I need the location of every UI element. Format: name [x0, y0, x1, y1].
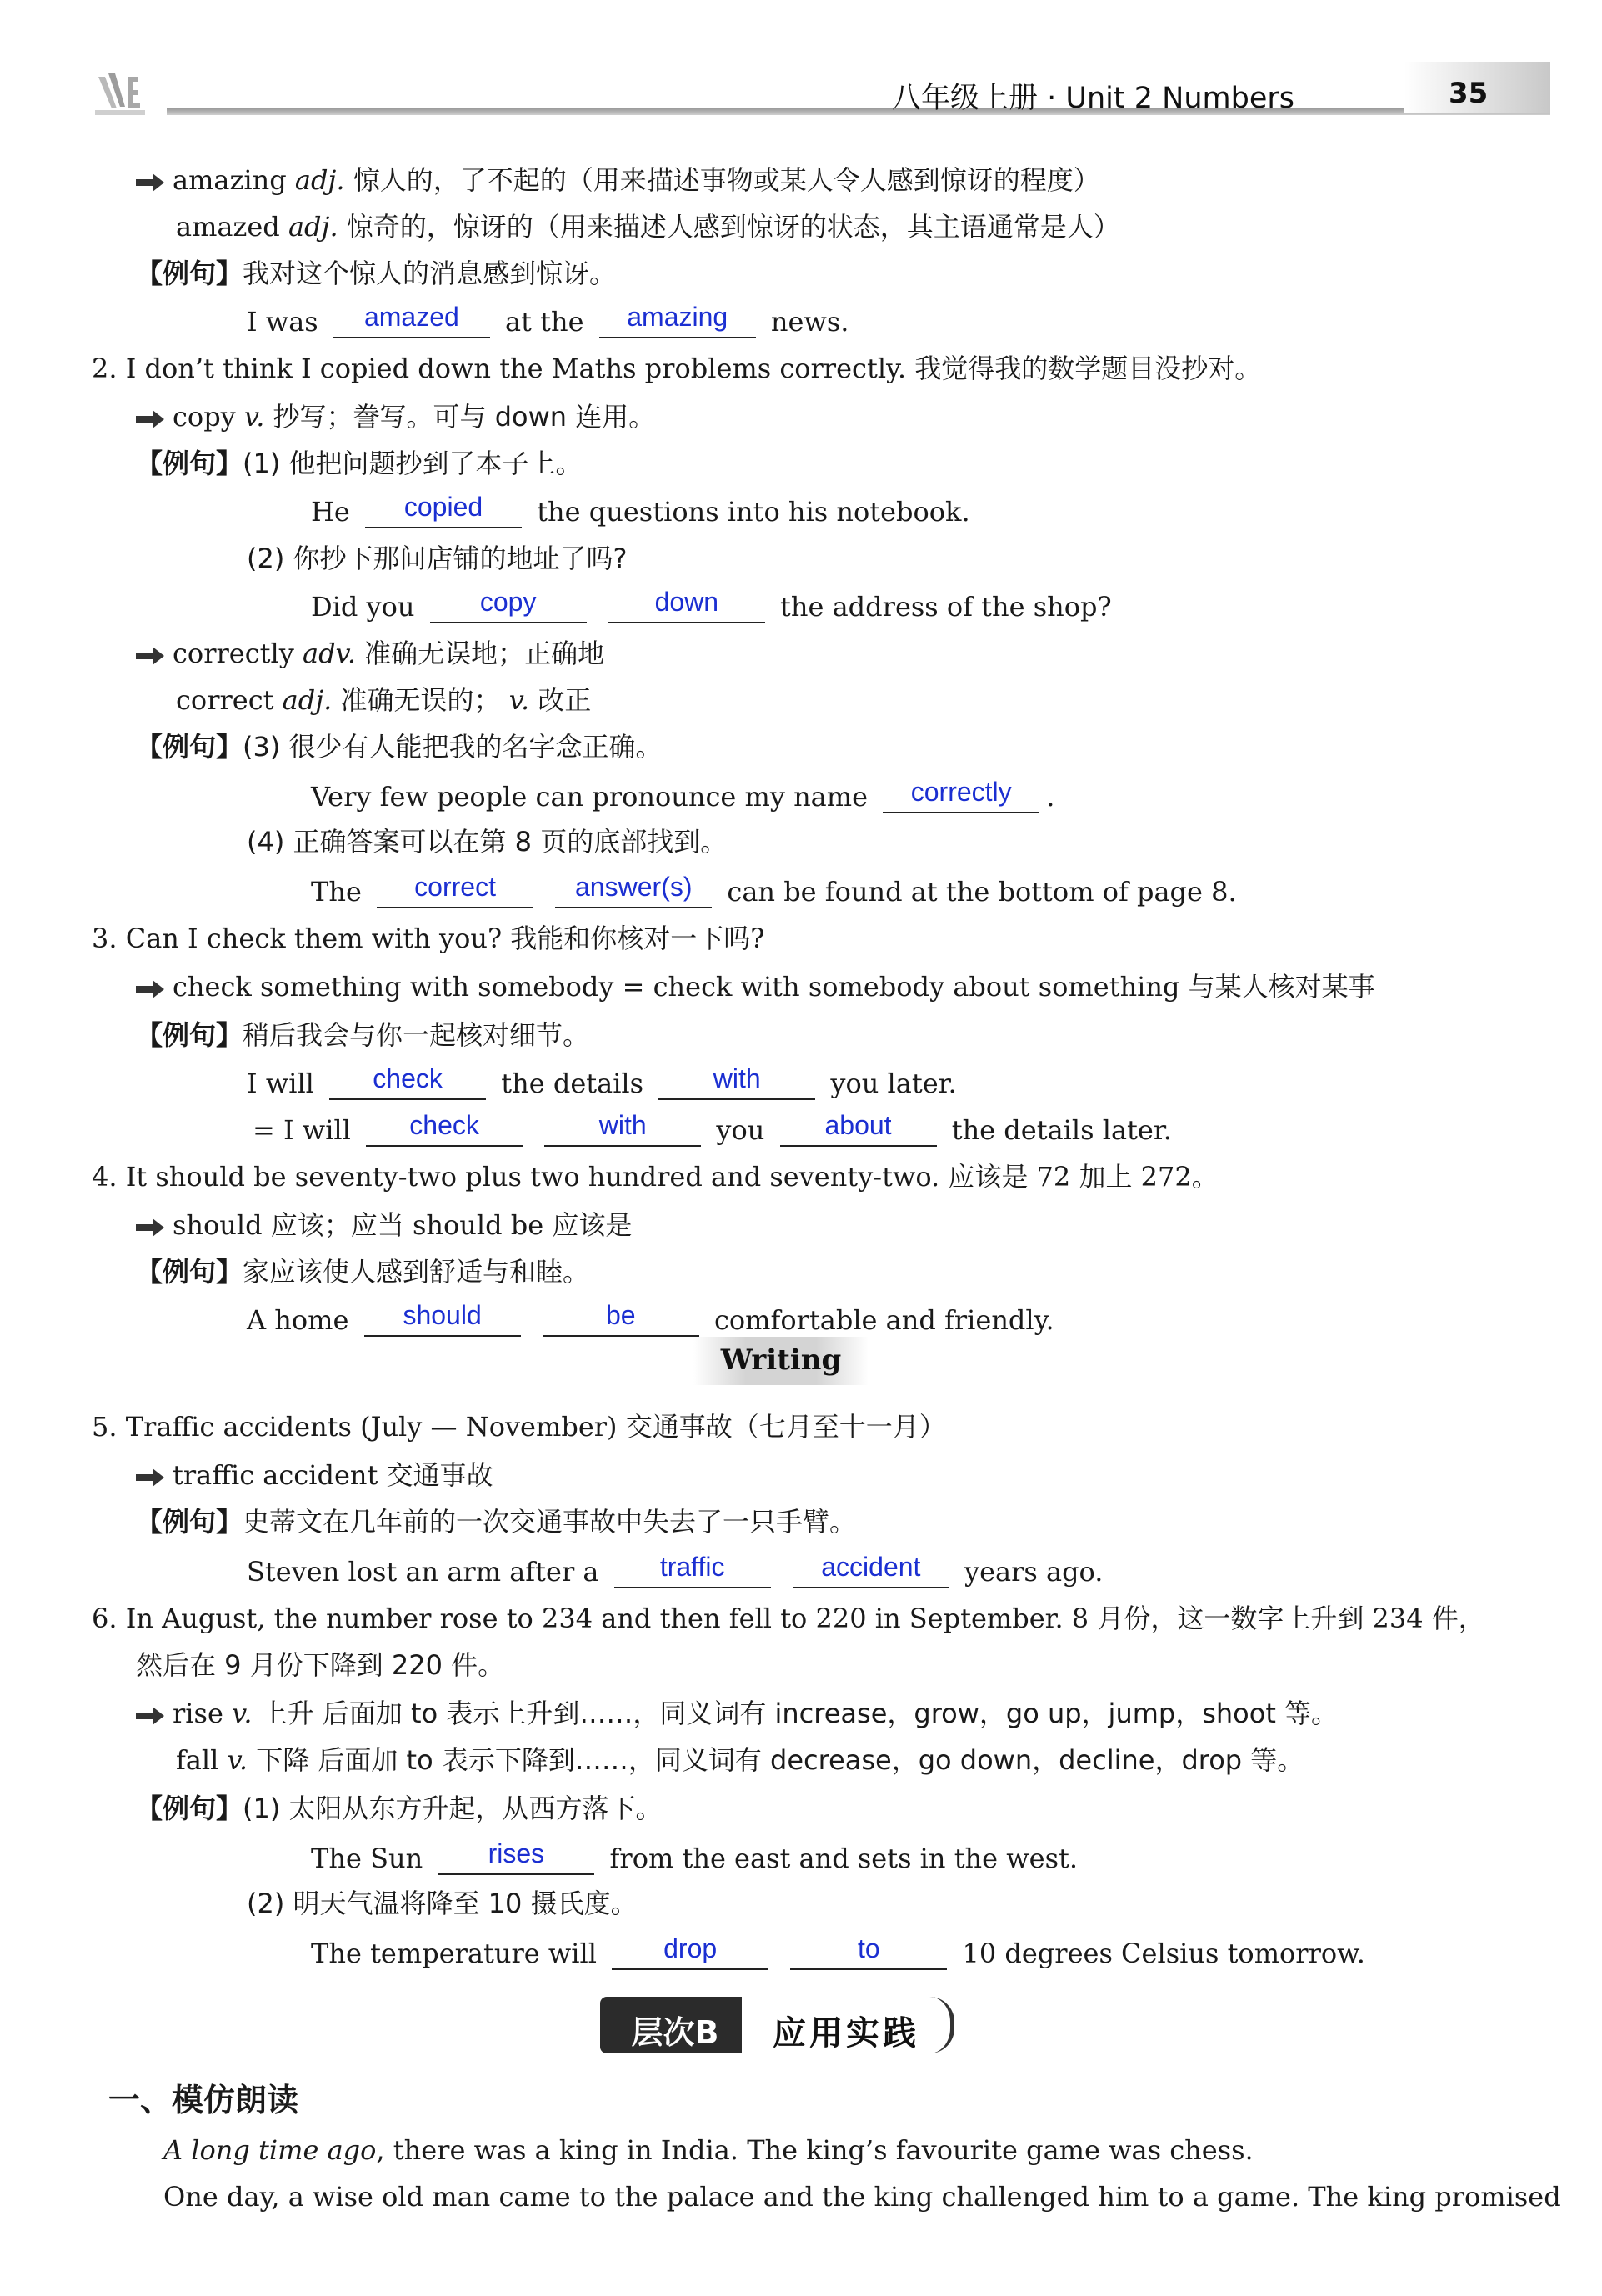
answer-text: to [857, 1933, 880, 1963]
example-chinese: (4) 正确答案可以在第 8 页的底部找到。 [247, 826, 728, 858]
sentence-text: The Sun [311, 1843, 423, 1874]
answer-blank [612, 1935, 768, 1970]
vocab-note-copy [136, 400, 655, 433]
item-text: 2. I don’t think I copied down the Maths problems correctly. 我觉得我的数学题目没抄对。 [92, 353, 1262, 384]
example-label: 【例句】 [136, 1019, 243, 1051]
answer-blank [365, 493, 522, 528]
answer-text: check [409, 1110, 479, 1140]
right-arrow-icon [136, 1218, 164, 1237]
fill-in-sentence [247, 1553, 1103, 1588]
part-of-speech: v. [508, 684, 530, 716]
answer-text: about [824, 1110, 892, 1140]
answer-text: amazed [363, 302, 459, 332]
example-label: 【例句】 [136, 1506, 243, 1538]
vocab-word: correctly [173, 638, 294, 669]
vocab-word: amazed [176, 211, 280, 243]
fill-in-sentence [311, 1840, 1078, 1875]
level-title-text: 应用实践 [773, 2014, 919, 2053]
sentence-text: the questions into his notebook. [537, 496, 970, 528]
example-chinese: (1) 他把问题抄到了本子上。 [243, 448, 583, 479]
sentence-text: from the east and sets in the west. [609, 1843, 1079, 1874]
item-text: 4. It should be seventy-two plus two hundred and seventy-two. 应该是 72 加上 272。 [92, 1161, 1219, 1193]
answer-blank [793, 1553, 949, 1588]
answer-blank [544, 1112, 701, 1147]
part-of-speech: adj. [294, 164, 345, 196]
example-chinese: 家应该使人感到舒适与和睦。 [243, 1256, 590, 1288]
passage-line [163, 2133, 1254, 2167]
sentence-text: years ago. [964, 1556, 1104, 1588]
answer-blank [329, 1065, 486, 1100]
vocab-word: rise [173, 1698, 223, 1729]
vocab-note-rise [136, 1697, 1338, 1730]
right-arrow-icon [136, 410, 164, 428]
sentence-text: Very few people can pronounce my name [311, 781, 869, 813]
level-badge [600, 1997, 750, 2053]
sentence-text: you later. [830, 1068, 957, 1099]
fill-in-sentence [311, 588, 1112, 623]
answer-text: be [605, 1300, 636, 1330]
answer-text: copied [403, 492, 483, 522]
answer-blank [364, 1302, 521, 1337]
sentence-text: The [311, 876, 362, 908]
example-chinese-line [247, 1887, 638, 1920]
vocab-word: copy [173, 401, 236, 433]
answer-blank [614, 1553, 771, 1588]
sentence-text: 10 degrees Celsius tomorrow. [962, 1938, 1365, 1969]
sentence-text: Did you [311, 591, 415, 623]
item-3-heading [92, 922, 764, 955]
answer-text: with [598, 1110, 647, 1140]
right-arrow-icon [136, 647, 164, 665]
example-heading [136, 1018, 589, 1052]
item-4-heading [92, 1160, 1219, 1193]
sentence-text: the details later. [951, 1114, 1172, 1146]
answer-text: amazing [627, 302, 728, 332]
item-6-continuation [136, 1648, 504, 1682]
vocab-note-correct [176, 683, 591, 717]
sentence-text: = I will [253, 1114, 351, 1146]
page-number: 35 [1449, 77, 1489, 110]
sentence-text: Steven lost an arm after a [247, 1556, 599, 1588]
answer-text: drop [663, 1933, 718, 1963]
definition: 下降 后面加 to 表示下降到……，同义词有 decrease，go down，decline，drop 等。 [256, 1744, 1304, 1776]
writing-section-title: Writing [720, 1343, 842, 1377]
sentence-text: news. [770, 306, 849, 338]
example-heading [136, 1255, 589, 1288]
answer-text: with [713, 1063, 761, 1093]
passage-italic: A long time ago [163, 2134, 377, 2166]
example-heading [136, 1792, 663, 1825]
answer-blank [658, 1065, 815, 1100]
item-2-heading [92, 352, 1261, 385]
vocab-note-traffic-accident [136, 1458, 493, 1492]
fill-in-sentence [247, 1302, 1054, 1337]
sentence-text: comfortable and friendly. [713, 1304, 1054, 1336]
section-title: 一、模仿朗读 [108, 2082, 299, 2118]
passage-text: One day, a wise old man came to the palace and the king challenged him to a game. The king promised [163, 2181, 1561, 2213]
part-of-speech: adj. [288, 211, 338, 243]
fill-in-sentence [311, 493, 970, 528]
part-of-speech: v. [232, 1698, 253, 1729]
answer-blank [543, 1302, 699, 1337]
example-label: 【例句】 [136, 448, 243, 479]
answer-text: accident [821, 1552, 921, 1582]
answer-text: traffic [659, 1552, 725, 1582]
example-heading [136, 1505, 856, 1538]
definition: 准确无误的； [340, 684, 501, 716]
answer-blank [790, 1935, 947, 1970]
sentence-text: I will [247, 1068, 314, 1099]
vocab-note-correctly [136, 637, 604, 670]
item-text: 然后在 9 月份下降到 220 件。 [136, 1649, 505, 1681]
answer-text: correctly [910, 777, 1012, 807]
running-title: 八年级上册 · Unit 2 Numbers [892, 82, 1294, 115]
example-chinese-line [247, 825, 727, 858]
definition: 上升 后面加 to 表示上升到……，同义词有 increase，grow，go up，jump，shoot 等。 [260, 1698, 1339, 1729]
answer-blank [366, 1112, 523, 1147]
definition: 改正 [538, 684, 592, 716]
definition: 惊人的，了不起的（用来描述事物或某人令人感到惊讶的程度） [353, 164, 1100, 196]
vocab-note-should [136, 1208, 632, 1242]
example-label: 【例句】 [136, 731, 243, 763]
writing-section-tab [693, 1337, 869, 1385]
fill-in-sentence [311, 1935, 1365, 1970]
example-chinese: (3) 很少有人能把我的名字念正确。 [243, 731, 663, 763]
page-header [92, 60, 1489, 135]
example-chinese: (2) 你抄下那间店铺的地址了吗? [247, 543, 628, 574]
answer-blank [883, 778, 1039, 813]
sentence-text: . [1046, 781, 1055, 813]
sentence-text: A home [247, 1304, 349, 1336]
item-text: 3. Can I check them with you? 我能和你核对一下吗? [92, 923, 765, 954]
vocab-phrase: traffic accident 交通事故 [173, 1459, 493, 1491]
vocab-note-fall [176, 1743, 1304, 1777]
sentence-text: you [716, 1114, 765, 1146]
example-heading [136, 257, 616, 290]
example-label: 【例句】 [136, 258, 243, 289]
part-of-speech: v. [243, 401, 265, 433]
vocab-note-amazing [136, 163, 1100, 197]
answer-blank [555, 873, 712, 908]
example-chinese: 史蒂文在几年前的一次交通事故中失去了一只手臂。 [243, 1506, 857, 1538]
answer-blank [430, 588, 587, 623]
right-arrow-icon [136, 1707, 164, 1725]
sentence-text: the details [501, 1068, 644, 1099]
answer-blank [377, 873, 533, 908]
answer-text: correct [414, 872, 496, 902]
vocab-note-check [136, 970, 1375, 1003]
definition: 抄写；誊写。可与 down 连用。 [273, 401, 656, 433]
answer-blank [333, 303, 490, 338]
vocab-phrase: should 应该；应当 should be 应该是 [173, 1209, 633, 1241]
definition: 惊奇的，惊讶的（用来描述人感到惊讶的状态，其主语通常是人） [346, 211, 1120, 243]
vocab-phrase: check something with somebody = check with somebody about something 与某人核对某事 [173, 971, 1375, 1003]
level-title-box [742, 1997, 954, 2053]
fill-in-sentence [247, 1065, 957, 1100]
example-label: 【例句】 [136, 1256, 243, 1288]
part-of-speech: v. [227, 1744, 248, 1776]
sentence-text: at the [505, 306, 584, 338]
vocab-note-amazed [176, 210, 1120, 243]
sentence-text: The temperature will [311, 1938, 597, 1969]
vocab-word: fall [176, 1744, 219, 1776]
item-6-heading [92, 1602, 1485, 1635]
right-arrow-icon [136, 173, 164, 192]
publisher-logo-icon [92, 67, 167, 117]
right-arrow-icon [136, 1468, 164, 1487]
answer-text: copy [479, 587, 537, 617]
vocab-word: amazing [173, 164, 287, 196]
passage-line [163, 2180, 1561, 2213]
answer-text: answer(s) [575, 872, 693, 902]
example-chinese: 稍后我会与你一起核对细节。 [243, 1019, 590, 1051]
example-heading [136, 447, 583, 480]
header-rule [167, 108, 1550, 115]
fill-in-sentence [253, 1112, 1172, 1147]
answer-text: down [654, 587, 719, 617]
sentence-text: the address of the shop? [780, 591, 1112, 623]
example-chinese: (1) 太阳从东方升起，从西方落下。 [243, 1793, 663, 1824]
example-label: 【例句】 [136, 1793, 243, 1824]
answer-text: rises [488, 1838, 545, 1868]
example-heading [136, 730, 663, 763]
example-chinese: (2) 明天气温将降至 10 摄氏度。 [247, 1888, 638, 1919]
part-of-speech: adv. [302, 638, 356, 669]
fill-in-sentence [311, 873, 1237, 908]
level-badge-text: 层次B [631, 2014, 719, 2051]
sentence-text: He [311, 496, 350, 528]
sentence-text: can be found at the bottom of page 8. [727, 876, 1237, 908]
vocab-word: correct [176, 684, 274, 716]
answer-blank [599, 303, 756, 338]
section-heading [108, 2083, 298, 2118]
example-chinese: 我对这个惊人的消息感到惊讶。 [243, 258, 617, 289]
item-5-heading [92, 1410, 946, 1443]
right-arrow-icon [136, 980, 164, 998]
item-text: 5. Traffic accidents (July — November) 交通事故（七月至十一月） [92, 1411, 946, 1443]
definition: 准确无误地；正确地 [364, 638, 605, 669]
example-chinese-line [247, 542, 628, 575]
sentence-text: I was [247, 306, 318, 338]
fill-in-sentence [311, 778, 1054, 813]
answer-text: should [403, 1300, 482, 1330]
answer-blank [780, 1112, 937, 1147]
answer-blank [438, 1840, 594, 1875]
answer-text: check [373, 1063, 443, 1093]
passage-text: , there was a king in India. The king’s favourite game was chess. [376, 2134, 1254, 2166]
part-of-speech: adj. [282, 684, 333, 716]
answer-blank [608, 588, 765, 623]
level-b-banner [600, 1992, 967, 2062]
fill-in-sentence [247, 303, 849, 338]
item-text: 6. In August, the number rose to 234 and then fell to 220 in September. 8 月份，这一数字上升到 234 件， [92, 1603, 1485, 1634]
